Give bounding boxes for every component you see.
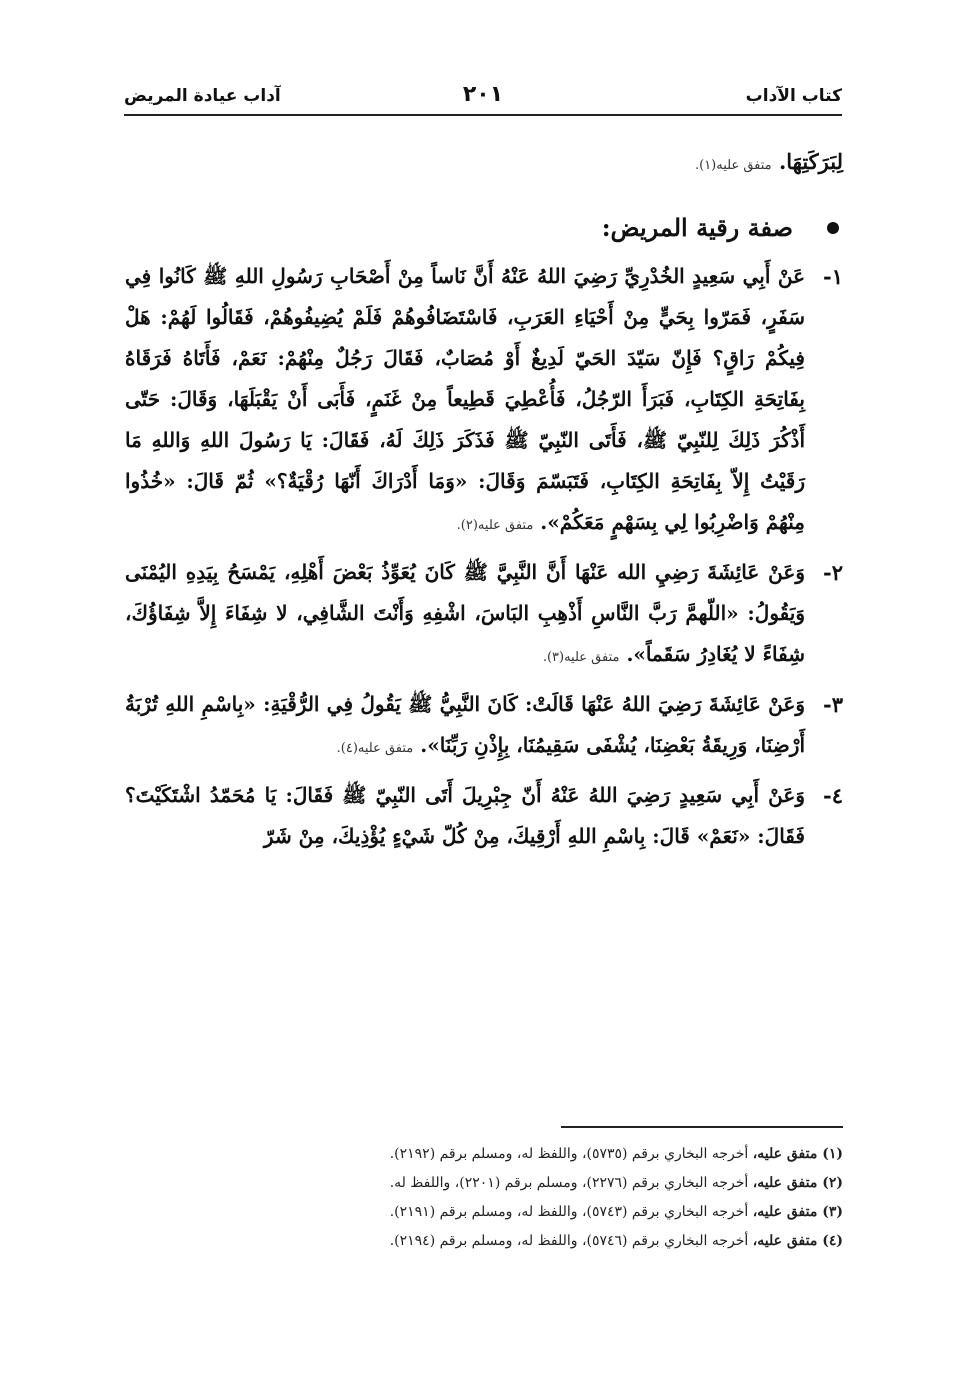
hadith-text: عَنْ أَبِي سَعِيدٍ الخُدْرِيِّ رَضِيَ اللهُ عَنْهُ أَنَّ نَاساً مِنْ أَصْحَابِ رَسُولِ اللهِ ﷺ كَانُوا فِي سَفَرٍ، فَمَرّوا بِحَيٍّ مِنْ أَحْيَاءِ العَرَبِ، فَاسْتَضَافُوهُمْ فَلَمْ يُضِيفُوهُمْ، فَقَالُوا لَهُمْ: هَلْ فِيكُمْ رَاقٍ؟ فَإِنّ سَيّدَ الحَيّ لَدِيغٌ أَوْ مُصَابٌ، فَقَالَ رَجُلٌ مِنْهُمْ: نَعَمْ، فَأَتَاهُ فَرَقَاهُ بِفَاتِحَةِ الكِتَابِ، فَبَرَأَ الرّجُلُ، فَأُعْطِيَ قَطِيعاً مِنْ غَنَمٍ، فَأَبَى أَنْ يَقْبَلَهَا، وَقَالَ: حَتّى أَذْكُرَ ذَلِكَ لِلنّبِيّ ﷺ، فَأَتَى النّبِيّ ﷺ فَذَكَرَ ذَلِكَ لَهُ، فَقَالَ: يَا رَسُولَ اللهِ وَاللهِ مَا رَقَيْتُ إِلاّ بِفَاتِحَةِ الكِتَابِ، فَتَبَسّمَ وَقَالَ: «وَمَا أَدْرَاكَ أَنّهَا رُقْيَةٌ؟» ثُمّ قَالَ: «خُذُوا مِنْهُمْ وَاضْرِبُوا لِي بِسَهْمٍ مَعَكُمْ». <box>125 264 805 534</box>
hadith-number: ١- <box>823 264 843 289</box>
page-number: ٢٠١ <box>462 82 504 107</box>
footnote-item <box>125 1227 843 1256</box>
page-content <box>125 140 843 857</box>
page-header <box>124 84 842 116</box>
hadith-note: متفق عليه(٤). <box>336 741 414 756</box>
hadith-note: متفق عليه(٣). <box>542 650 620 665</box>
bullet-icon <box>827 222 839 234</box>
hadith-note: متفق عليه(٢). <box>456 518 534 533</box>
hadith-item <box>125 256 843 546</box>
hadith-number: ٣- <box>823 692 843 717</box>
hadith-item <box>125 775 843 857</box>
continuation-line <box>125 140 843 188</box>
footnote-divider <box>561 1126 843 1128</box>
footnote-text: أخرجه البخاري برقم (٥٧٣٥)، واللفظ له، ومسلم برقم (٢١٩٢). <box>389 1146 749 1162</box>
footnote-lead: (٤) متفق عليه، <box>752 1233 843 1249</box>
footnote-text: أخرجه البخاري برقم (٢٢٧٦)، ومسلم برقم (٢٢٠١)، واللفظ له. <box>389 1175 749 1191</box>
footnote-item <box>125 1198 843 1227</box>
hadith-number: ٤- <box>823 783 843 808</box>
continuation-text: لِبَرَكَتِهَا. <box>778 149 843 174</box>
hadith-text: وَعَنْ أَبِي سَعِيدٍ رَضِيَ اللهُ عَنْهُ أَنّ جِبْرِيلَ أَتَى النّبِيّ ﷺ فَقَالَ: يَا مُحَمّدُ اشْتَكَيْتَ؟ فَقَالَ: «نَعَمْ» قَالَ: بِاسْمِ اللهِ أَرْقِيكَ، مِنْ كُلّ شَيْءٍ يُؤْذِيكَ، مِنْ شَرّ <box>125 783 805 848</box>
hadith-body <box>125 256 805 546</box>
footnote-item <box>125 1169 843 1198</box>
book-title: كتاب الآداب <box>745 86 842 106</box>
section-heading <box>125 206 843 250</box>
footnote-lead: (١) متفق عليه، <box>752 1146 843 1162</box>
footnote-text: أخرجه البخاري برقم (٥٧٤٣)، واللفظ له، ومسلم برقم (٢١٩١). <box>389 1204 749 1220</box>
hadith-body <box>125 684 805 769</box>
footnote-lead: (٢) متفق عليه، <box>752 1175 843 1191</box>
hadith-item <box>125 552 843 678</box>
footnote-lead: (٣) متفق عليه، <box>752 1204 843 1220</box>
hadith-body <box>125 775 805 857</box>
section-heading-text: صفة رقية المريض: <box>601 213 793 242</box>
footnotes <box>125 1126 843 1256</box>
footnote-item <box>125 1140 843 1169</box>
hadith-number: ٢- <box>823 560 843 585</box>
hadith-text: وَعَنْ عَائِشَةَ رَضِيَ اللهُ عَنْهَا قَالَتْ: كَانَ النَّبِيُّ ﷺ يَقُولُ فِي الرُّقْيَةِ: «بِاسْمِ اللهِ تُرْبَةُ أَرْضِنَا، وَرِيقَةُ بَعْضِنَا، يُشْفَى سَقِيمُنَا، بِإِذْنِ رَبِّنَا». <box>125 692 805 757</box>
footnote-text: أخرجه البخاري برقم (٥٧٤٦)، واللفظ له، ومسلم برقم (٢١٩٤). <box>389 1233 749 1249</box>
hadith-body <box>125 552 805 678</box>
chapter-title: آداب عيادة المريض <box>124 86 281 106</box>
continuation-note: متفق عليه(١). <box>694 158 772 173</box>
hadith-text: وَعَنْ عَائِشَةَ رَضِيِ الله عَنْهَا أَنَّ النَّبِيَّ ﷺ كَانَ يُعَوِّذُ بَعْضَ أَهْلِهِ، يَمْسَحُ بِيَدِهِ اليُمْنَى وَيَقُولُ: «اللّهمَّ رَبَّ النَّاسِ أَذْهِبِ البَاسَ، اشْفِهِ وَأَنْتَ الشَّافِي، لا شِفَاءَ إِلاَّ شِفَاؤُكَ، شِفَاءً لا يُغَادِرُ سَقَماً». <box>125 560 805 666</box>
hadith-item <box>125 684 843 769</box>
